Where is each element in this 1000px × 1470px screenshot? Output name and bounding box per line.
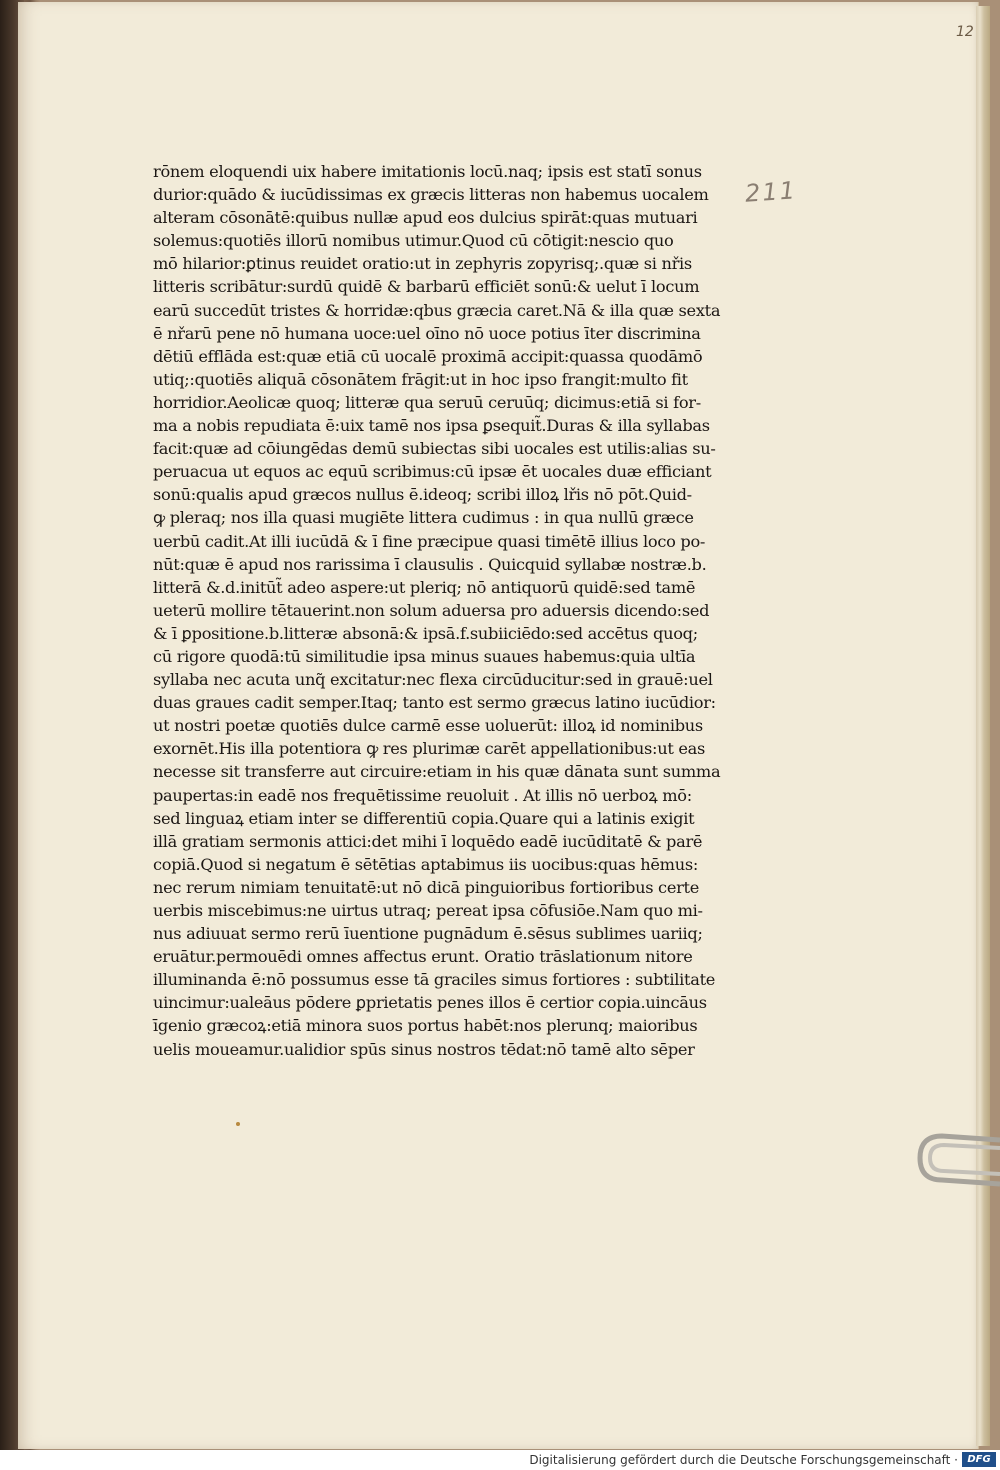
text-line: duas graues cadit semper.Itaq; tanto est sermo græcus latino iucūdior:	[153, 693, 716, 713]
text-line: litteris scribātur:surdū quidē & barbarū efficiēt sonū:& uelut ī locum	[153, 277, 700, 297]
text-line: nus adiuuat sermo rerū īuentione pugnādum ē.sēsus sublimes uariiq;	[153, 924, 703, 944]
text-line: peruacua ut equos ac equū scribimus:cū ipsæ ēt uocales duæ efficiant	[153, 462, 712, 482]
text-line: cū rigore quodā:tū similitudie ipsa minus suaues habemus:quia ultīa	[153, 646, 696, 666]
text-line: paupertas:in eadē nos frequētissime reuoluit . At illis nō uerboꝝ mō:	[153, 785, 692, 805]
paper-clip-icon	[912, 1124, 1000, 1192]
folio-number: 12	[956, 24, 974, 40]
text-line: syllaba nec acuta unq̃ excitatur:nec flexa circūducitur:sed in grauē:uel	[153, 670, 713, 690]
text-line: dētiū efflāda est:quæ etiā cū uocalē proximā accipit:quassa quodāmō	[153, 346, 703, 366]
text-line: mō hilarior:ꝑtinus reuidet oratio:ut in zephyris zopyrisq;.quæ si nřis	[153, 254, 692, 274]
text-line: uelis moueamur.ualidior spūs sinus nostros tēdat:nō tamē alto sēper	[153, 1039, 695, 1059]
text-line: litterā &.d.initūt̃ adeo aspere:ut pleriq; nō antiquorū quidē:sed tamē	[153, 577, 696, 597]
page-edge	[976, 6, 990, 1446]
text-line: uerbis miscebimus:ne uirtus utraq; pereat ipsa cōfusiōe.Nam quo mi-	[153, 901, 703, 920]
text-line: exornēt.His illa potentiora ꝙ res plurimæ carēt appellationibus:ut eas	[153, 739, 706, 759]
ink-spot	[236, 1122, 240, 1126]
text-line: uincimur:ualeāus pōdere ꝑprietatis penes illos ē certior copia.uincāus	[153, 993, 707, 1013]
text-line: ꝙ pleraq; nos illa quasi mugiēte littera cudimus : in qua nullū græce	[153, 508, 694, 528]
dfg-logo: DFG	[962, 1452, 996, 1467]
text-line: ma a nobis repudiata ē:uix tamē nos ipsa ꝑsequit̃.Duras & illa syllabas	[153, 416, 710, 436]
text-line: necesse sit transferre aut circuire:etiam in his quæ dānata sunt summa	[153, 762, 721, 782]
text-line: illā gratiam sermonis attici:det mihi ī loquēdo eadē iucūditatē & parē	[153, 831, 703, 851]
text-line: īgenio græcoꝝ:etiā minora suos portus habēt:nos plerunq; maioribus	[153, 1016, 698, 1036]
text-line: eruātur.permouēdi omnes affectus erunt. Oratio trāslationum nitore	[153, 947, 693, 967]
text-line: & ī ꝑpositione.b.litteræ absonā:& ipsā.f.subiiciēdo:sed accētus quoq;	[153, 623, 698, 643]
text-line: illuminanda ē:nō possumus esse tā graciles simus fortiores : subtilitate	[153, 970, 716, 990]
text-line: nūt:quæ ē apud nos rarissima ī clausulis . Quicquid syllabæ nostræ.b.	[153, 554, 707, 574]
text-line: utiq;:quotiēs aliquā cōsonātem frāgit:ut in hoc ipso frangit:multo fit	[153, 369, 688, 389]
text-line: horridior.Aeolicæ quoq; litteræ qua seruū ceruūq; dicimus:etiā si for-	[153, 392, 701, 412]
text-line: earū succedūt tristes & horridæ:qbus græcia caret.Nā & illa quæ sexta	[153, 300, 721, 320]
text-line: ut nostri poetæ quotiēs dulce carmē esse uoluerūt: illoꝝ id nominibus	[153, 716, 703, 736]
footer-credit: Digitalisierung gefördert durch die Deutsche Forschungsgemeinschaft ·	[529, 1453, 958, 1467]
text-line: rōnem eloquendi uix habere imitationis locū.naq; ipsis est statī sonus	[153, 162, 702, 181]
text-line: sonū:qualis apud græcos nullus ē.ideoq; scribi illoꝝ lřis nō pōt.Quid-	[153, 485, 692, 505]
text-block	[153, 160, 721, 1061]
text-line: copiā.Quod si negatum ē sētētias aptabimus iis uocibus:quas hēmus:	[153, 854, 698, 874]
text-line: durior:quādo & iucūdissimas ex græcis litteras non habemus uocalem	[153, 185, 709, 205]
text-line: facit:quæ ad cōiungēdas demū subiectas sibi uocales est utilis:alias su-	[153, 439, 716, 459]
shelfmark-annotation: 211	[744, 176, 798, 208]
text-line: ueterū mollire tētauerint.non solum aduersa pro aduersis dicendo:sed	[153, 600, 710, 620]
text-line: uerbū cadit.At illi iucūdā & ī fine præcipue quasi timētē illius loco po-	[153, 531, 706, 551]
text-line: ē nřarū pene nō humana uoce:uel oīno nō uoce potius īter discrimina	[153, 323, 701, 343]
text-line: nec rerum nimiam tenuitatē:ut nō dicā pinguioribus fortioribus certe	[153, 877, 700, 897]
text-line: sed linguaꝝ etiam inter se differentiū copia.Quare qui a latinis exigit	[153, 808, 695, 828]
text-line: solemus:quotiēs illorū nomibus utimur.Quod cū cōtigit:nescio quo	[153, 231, 674, 251]
text-line: alteram cōsonātē:quibus nullæ apud eos dulcius spirāt:quas mutuari	[153, 208, 698, 228]
